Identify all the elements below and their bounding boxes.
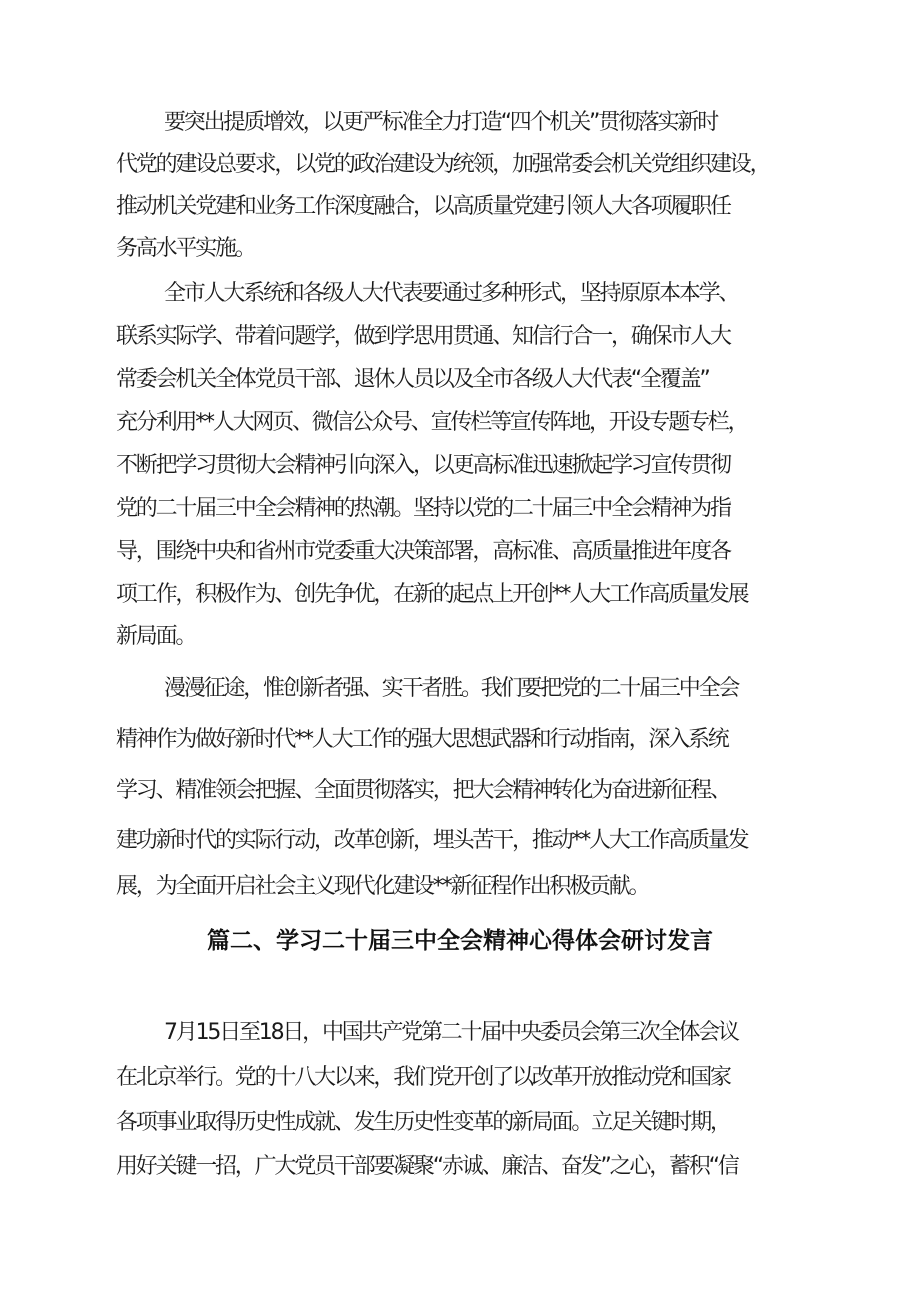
text-line: 全市人大系统和各级人大代表要通过多种形式，坚持原原本本学、 bbox=[164, 281, 739, 306]
text-line: 推动机关党建和业务工作深度融合，以高质量党建引领人大各项履职任 bbox=[116, 194, 730, 219]
text-line: 在北京举行。党的十八大以来，我们党开创了以改革开放推动党和国家 bbox=[116, 1065, 730, 1090]
text-line: 导，围绕中央和省州市党委重大决策部署，高标准、高质量推进年度各 bbox=[116, 539, 730, 564]
text-line: 要突出提质增效，以更严标准全力打造“四个机关”贯彻落实新时 bbox=[164, 110, 717, 135]
section-heading: 篇二、学习二十届三中全会精神心得体会研讨发言 bbox=[207, 928, 713, 954]
text-line: 党的二十届三中全会精神的热潮。坚持以党的二十届三中全会精神为指 bbox=[116, 496, 730, 521]
text-line: 用好关键一招，广大党员干部要凝聚“赤诚、廉洁、奋发”之心，蓄积“信 bbox=[116, 1154, 738, 1179]
text-line: 项工作，积极作为、创先争优，在新的起点上开创**人大工作高质量发展 bbox=[116, 582, 748, 607]
text-line: 联系实际学、带着问题学，做到学思用贯通、知信行合一，确保市人大 bbox=[116, 324, 730, 349]
text-line: 务高水平实施。 bbox=[116, 236, 255, 261]
text-line: 精神作为做好新时代**人大工作的强大思想武器和行动指南，深入系统 bbox=[116, 727, 728, 752]
text-line: 各项事业取得历史性成就、发生历史性变革的新局面。立足关键时期， bbox=[116, 1110, 730, 1135]
text-line: 代党的建设总要求，以党的政治建设为统领，加强常委会机关党组织建设， bbox=[116, 152, 770, 177]
text-line: 常委会机关全体党员干部、退休人员以及全市各级人大代表“全覆盖” bbox=[116, 367, 709, 392]
text-line: 7月15日至18日，中国共产党第二十届中央委员会第三次全体会议 bbox=[164, 1020, 738, 1045]
text-line: 不断把学习贯彻大会精神引向深入，以更高标准迅速掀起学习宣传贯彻 bbox=[116, 453, 730, 478]
text-line: 学习、精准领会把握、全面贯彻落实，把大会精神转化为奋进新征程、 bbox=[116, 778, 730, 803]
text-line: 建功新时代的实际行动，改革创新，埋头苦干，推动**人大工作高质量发 bbox=[116, 828, 748, 853]
text-line: 充分利用**人大网页、微信公众号、宣传栏等宣传阵地，开设专题专栏， bbox=[116, 410, 748, 435]
text-line: 新局面。 bbox=[116, 624, 196, 649]
text-line: 展，为全面开启社会主义现代化建设**新征程作出积极贡献。 bbox=[116, 874, 649, 899]
text-line: 漫漫征途，惟创新者强、实干者胜。我们要把党的二十届三中全会 bbox=[164, 676, 739, 701]
